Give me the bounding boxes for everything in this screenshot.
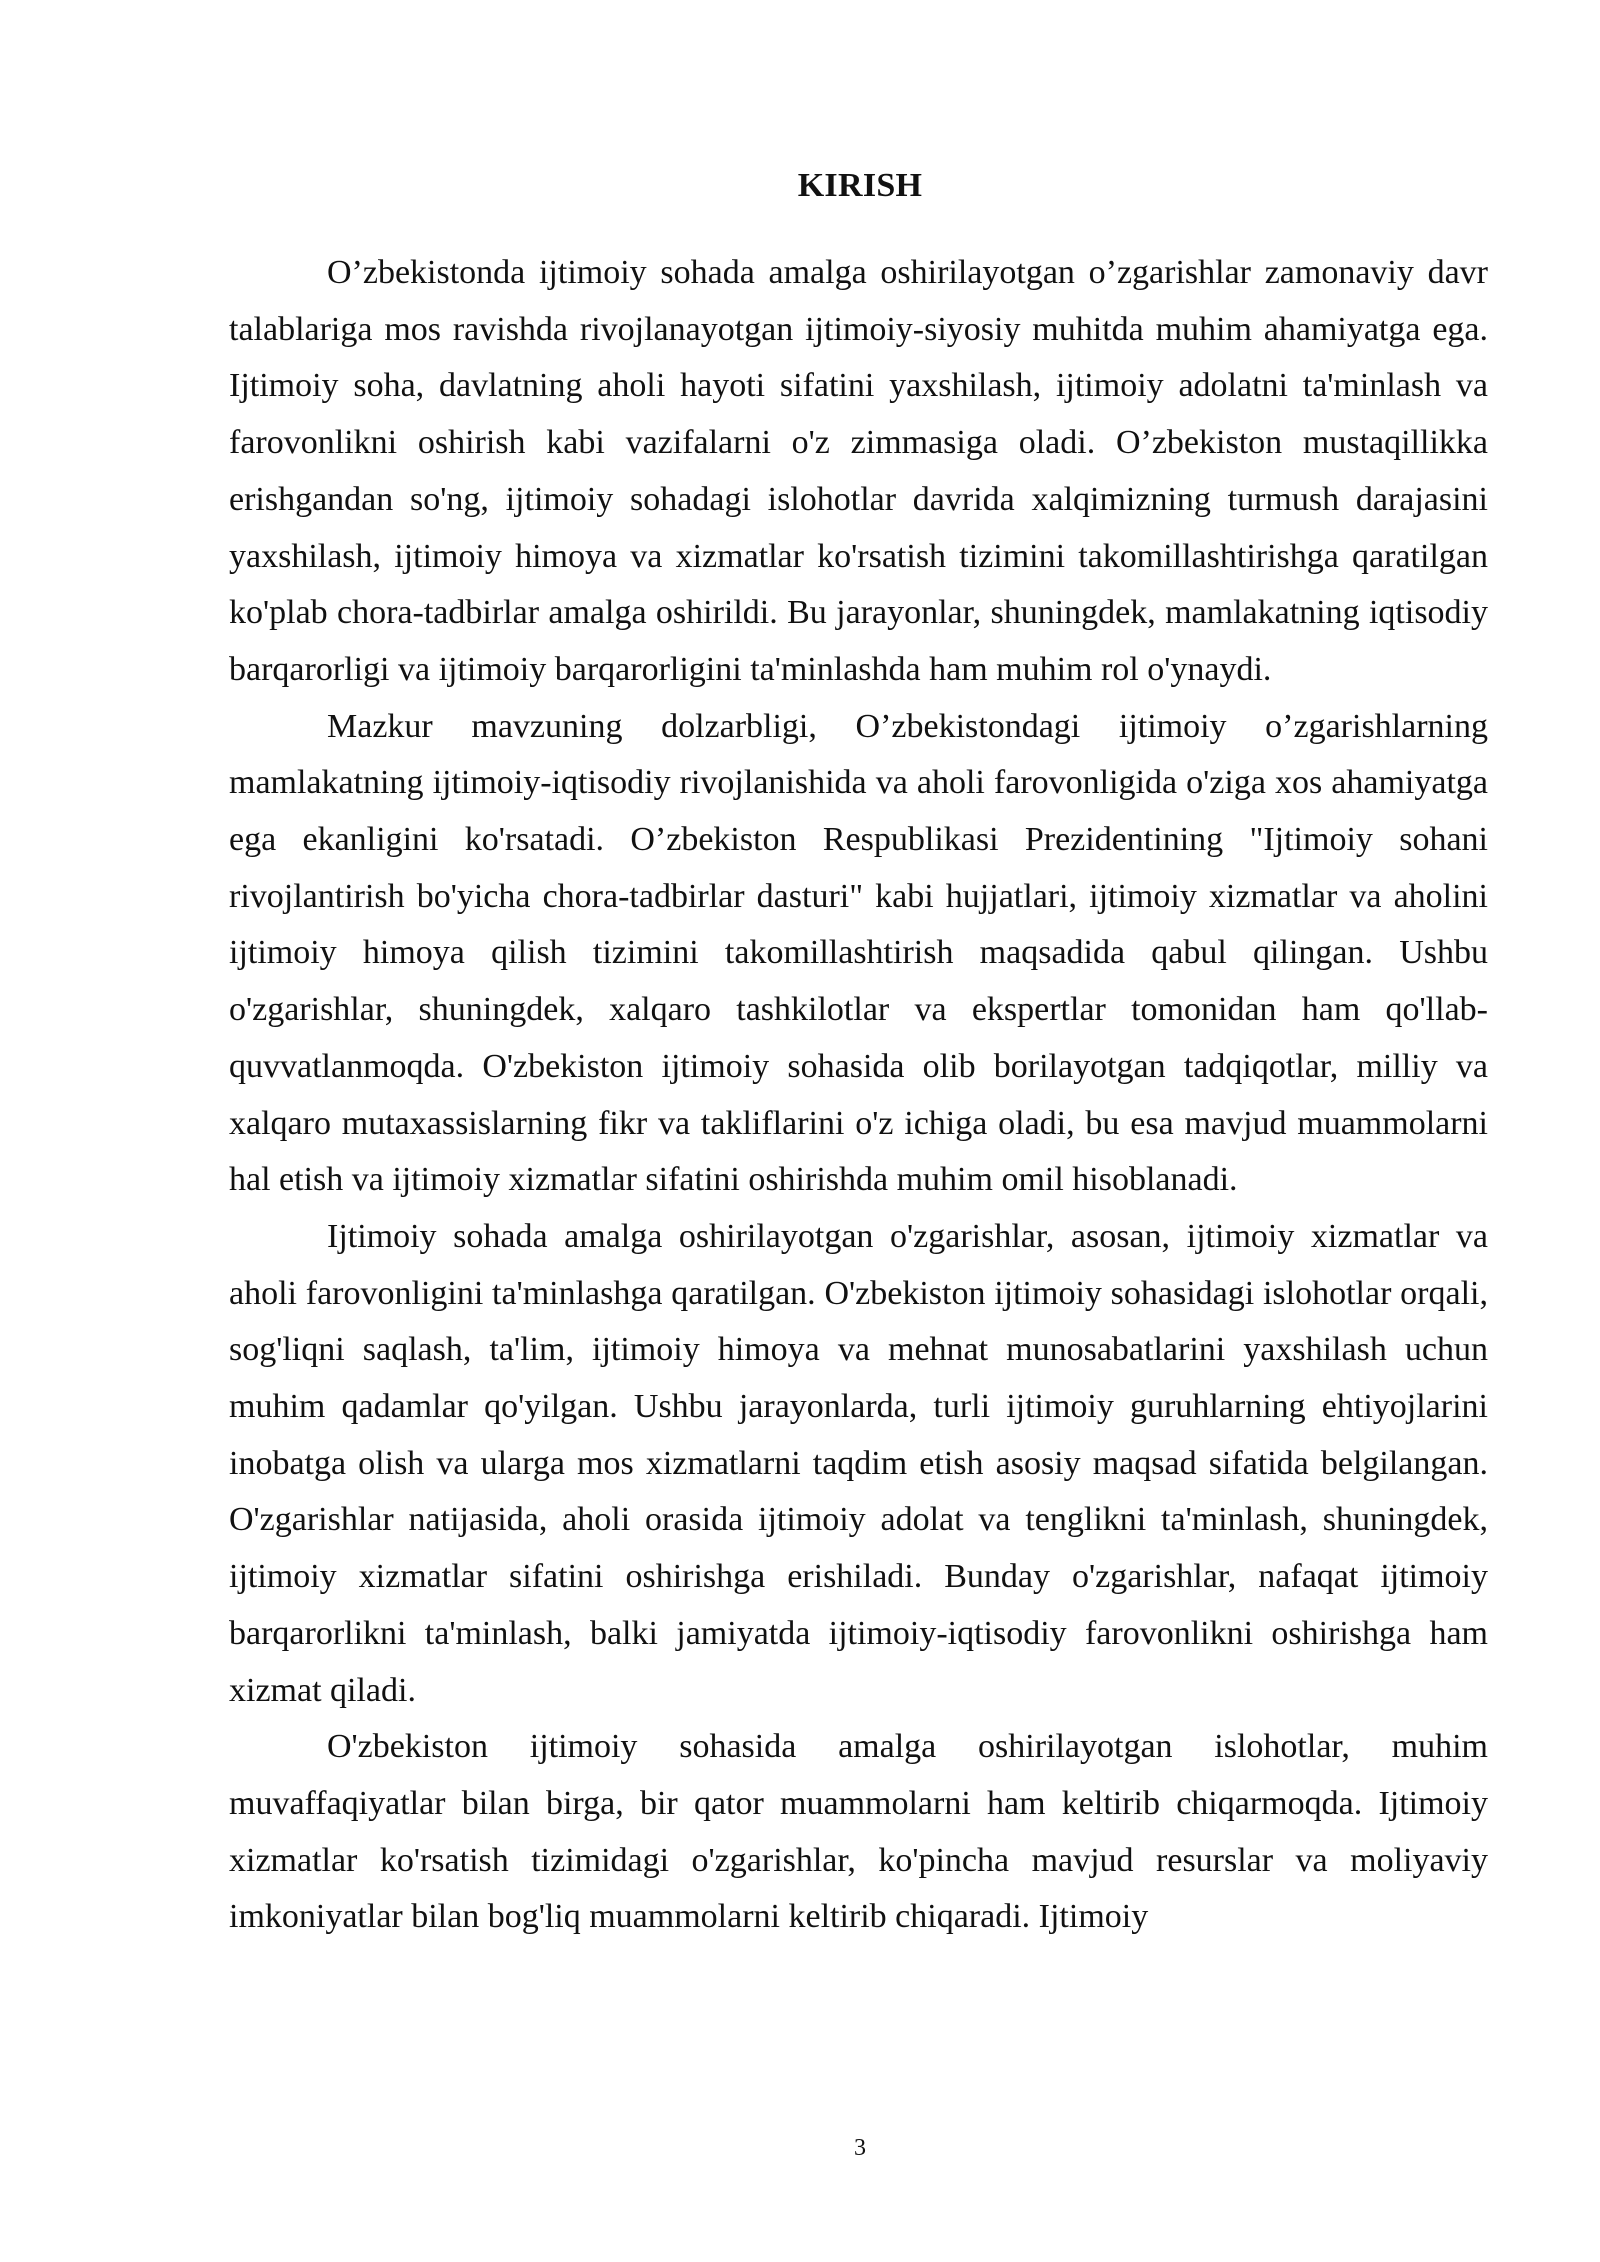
- body-text: [229, 245, 1488, 1946]
- page-number: 3: [854, 2135, 866, 2161]
- paragraph-2: Mazkur mavzuning dolzarbligi, O’zbekistondagi ijtimoiy o’zgarishlarning mamlakatning ijtimoiy-iqtisodiy rivojlanishida va aholi farovonligida o'ziga xos ahamiyatga ega ekanligini ko'rsatadi. O’zbekiston Respublikasi Prezidentining "Ijtimoiy sohani rivojlantirish bo'yicha chora-tadbirlar dasturi" kabi hujjatlari, ijtimoiy xizmatlar va aholini ijtimoiy himoya qilish tizimini takomillashtirish maqsadida qabul qilingan. Ushbu o'zgarishlar, shuningdek, xalqaro tashkilotlar va ekspertlar tomonidan ham qo'llab-quvvatlanmoqda. O'zbekiston ijtimoiy sohasida olib borilayotgan tadqiqotlar, milliy va xalqaro mutaxassislarning fikr va takliflarini o'z ichiga oladi, bu esa mavjud muammolarni hal etish va ijtimoiy xizmatlar sifatini oshirishda muhim omil hisoblanadi.: [229, 707, 1488, 1199]
- paragraph-4: O'zbekiston ijtimoiy sohasida amalga oshirilayotgan islohotlar, muhim muvaffaqiyatlar bilan birga, bir qator muammolarni ham keltirib chiqarmoqda. Ijtimoiy xizmatlar ko'rsatish tizimidagi o'zgarishlar, ko'pincha mavjud resurslar va moliyaviy imkoniyatlar bilan bog'liq muammolarni keltirib chiqaradi. Ijtimoiy: [229, 1728, 1488, 1936]
- paragraph-1: O’zbekistonda ijtimoiy sohada amalga oshirilayotgan o’zgarishlar zamonaviy davr talablariga mos ravishda rivojlanayotgan ijtimoiy-siyosiy muhitda muhim ahamiyatga ega. Ijtimoiy soha, davlatning aholi hayoti sifatini yaxshilash, ijtimoiy adolatni ta'minlash va farovonlikni oshirish kabi vazifalarni o'z zimmasiga oladi. O’zbekiston mustaqillikka erishgandan so'ng, ijtimoiy sohadagi islohotlar davrida xalqimizning turmush darajasini yaxshilash, ijtimoiy himoya va xizmatlar ko'rsatish tizimini takomillashtirishga qaratilgan ko'plab chora-tadbirlar amalga oshirildi. Bu jarayonlar, shuningdek, mamlakatning iqtisodiy barqarorligi va ijtimoiy barqarorligini ta'minlashda ham muhim rol o'ynaydi.: [229, 254, 1488, 688]
- paragraph-3: Ijtimoiy sohada amalga oshirilayotgan o'zgarishlar, asosan, ijtimoiy xizmatlar va aholi farovonligini ta'minlashga qaratilgan. O'zbekiston ijtimoiy sohasidagi islohotlar orqali, sog'liqni saqlash, ta'lim, ijtimoiy himoya va mehnat munosabatlarini yaxshilash uchun muhim qadamlar qo'yilgan. Ushbu jarayonlarda, turli ijtimoiy guruhlarning ehtiyojlarini inobatga olish va ularga mos xizmatlarni taqdim etish asosiy maqsad sifatida belgilangan. O'zgarishlar natijasida, aholi orasida ijtimoiy adolat va tenglikni ta'minlash, shuningdek, ijtimoiy xizmatlar sifatini oshirishga erishiladi. Bunday o'zgarishlar, nafaqat ijtimoiy barqarorlikni ta'minlash, balki jamiyatda ijtimoiy-iqtisodiy farovonlikni oshirishga ham xizmat qiladi.: [229, 1217, 1488, 1709]
- page-title: KIRISH: [797, 167, 923, 204]
